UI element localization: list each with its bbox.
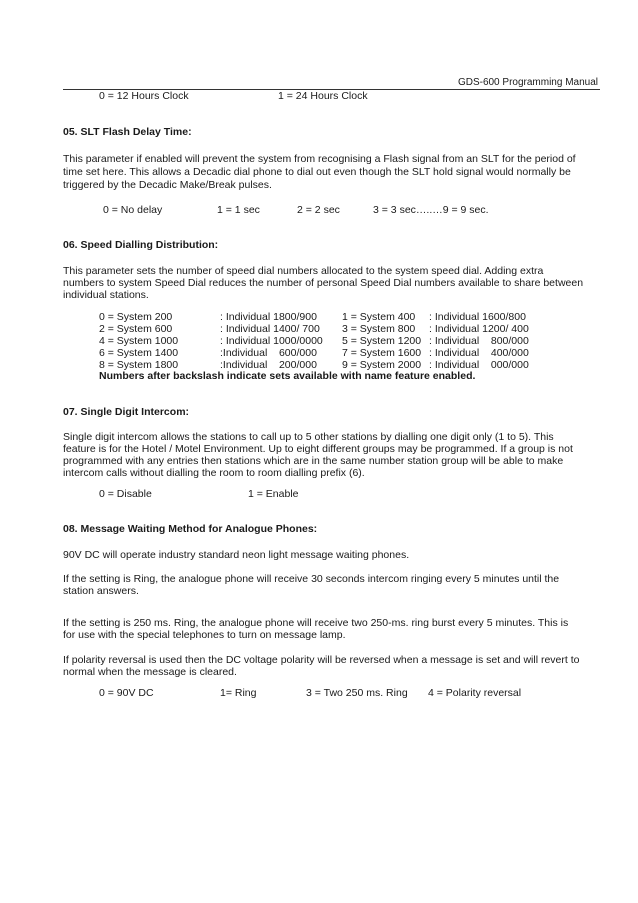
section-08-option: 3 = Two 250 ms. Ring [306, 687, 408, 699]
section-08-option: 4 = Polarity reversal [428, 687, 522, 699]
speed-dial-row-individual: : Individual 1000/0000 [220, 335, 323, 347]
section-06-text-line: numbers to system Speed Dial reduces the number of personal Speed Dial numbers available to share between [63, 277, 584, 289]
section-08-text-line: for use with the special telephones to turn on message lamp. [63, 629, 346, 641]
section-08-paragraph: 90V DC will operate industry standard neon light message waiting phones. [63, 549, 410, 561]
section-05-option: 3 = 3 sec…..…9 = 9 sec. [373, 204, 489, 216]
speed-dial-row-individual: : Individual 1600/800 [429, 311, 526, 323]
section-08-text-line: If the setting is 250 ms. Ring, the analogue phone will receive two 250-ms. ring burst every 5 minutes. This is [63, 617, 569, 629]
clock-option-0: 0 = 12 Hours Clock [99, 90, 189, 102]
speed-dial-note: Numbers after backslash indicate sets available with name feature enabled. [99, 370, 476, 382]
clock-option-1: 1 = 24 Hours Clock [278, 90, 368, 102]
speed-dial-row-individual: : Individual 1400/ 700 [220, 323, 320, 335]
speed-dial-row-system: 5 = System 1200 [342, 335, 422, 347]
speed-dial-row-system: 9 = System 2000 [342, 359, 422, 371]
section-05-text-line: time set here. This allows a Decadic dial phone to dial out even though the SLT hold signal would normally be [63, 166, 571, 178]
section-06-text-line: individual stations. [63, 289, 149, 301]
speed-dial-row-system: 6 = System 1400 [99, 347, 179, 359]
speed-dial-row-system: 4 = System 1000 [99, 335, 179, 347]
section-08-option: 0 = 90V DC [99, 687, 154, 699]
section-05-text-line: This parameter if enabled will prevent the system from recognising a Flash signal from an SLT for the period of [63, 153, 576, 165]
section-06-heading: 06. Speed Dialling Distribution: [63, 239, 219, 251]
section-05-option: 2 = 2 sec [297, 204, 340, 216]
section-08-text-line: If polarity reversal is used then the DC voltage polarity will be reversed when a message is set and will revert to [63, 654, 580, 666]
speed-dial-row-individual: :Individual 600/000 [220, 347, 317, 359]
section-08-text-line: If the setting is Ring, the analogue phone will receive 30 seconds intercom ringing every 5 minutes until the [63, 573, 560, 585]
speed-dial-row-system: 3 = System 800 [342, 323, 416, 335]
section-08-heading: 08. Message Waiting Method for Analogue Phones: [63, 523, 318, 535]
speed-dial-row-individual: : Individual 1800/900 [220, 311, 317, 323]
section-07-text-line: intercom calls without dialling the room to room dialling prefix (6). [63, 467, 365, 479]
section-07-text-line: Single digit intercom allows the stations to call up to 5 other stations by dialling one digit only (1 to 5). This [63, 431, 554, 443]
speed-dial-row-system: 0 = System 200 [99, 311, 173, 323]
section-05-option: 0 = No delay [103, 204, 163, 216]
speed-dial-row-system: 8 = System 1800 [99, 359, 179, 371]
section-07-heading: 07. Single Digit Intercom: [63, 406, 190, 418]
speed-dial-row-system: 7 = System 1600 [342, 347, 422, 359]
section-08-option: 1= Ring [220, 687, 257, 699]
running-header: GDS-600 Programming Manual [457, 77, 598, 88]
section-05-option: 1 = 1 sec [217, 204, 260, 216]
speed-dial-row-individual: : Individual 1200/ 400 [429, 323, 529, 335]
speed-dial-row-system: 1 = System 400 [342, 311, 416, 323]
speed-dial-row-individual: : Individual 800/000 [429, 335, 529, 347]
section-08-text-line: station answers. [63, 585, 139, 597]
speed-dial-row-system: 2 = System 600 [99, 323, 173, 335]
section-06-text-line: This parameter sets the number of speed dial numbers allocated to the system speed dial. Adding extra [63, 265, 544, 277]
section-07-text-line: feature is for the Hotel / Motel Environment. Up to eight different groups may be programmed. If a group is not [63, 443, 573, 455]
section-07-option: 1 = Enable [248, 488, 299, 500]
section-07-option: 0 = Disable [99, 488, 152, 500]
speed-dial-row-individual: :Individual 200/000 [220, 359, 317, 371]
section-07-text-line: programmed with any entries then stations which are in the same number station group will be able to make [63, 455, 564, 467]
section-08-text-line: normal when the message is cleared. [63, 666, 237, 678]
section-05-text-line: triggered by the Decadic Make/Break pulses. [63, 179, 272, 191]
speed-dial-row-individual: : Individual 400/000 [429, 347, 529, 359]
speed-dial-row-individual: : Individual 000/000 [429, 359, 529, 371]
section-05-heading: 05. SLT Flash Delay Time: [63, 126, 192, 138]
